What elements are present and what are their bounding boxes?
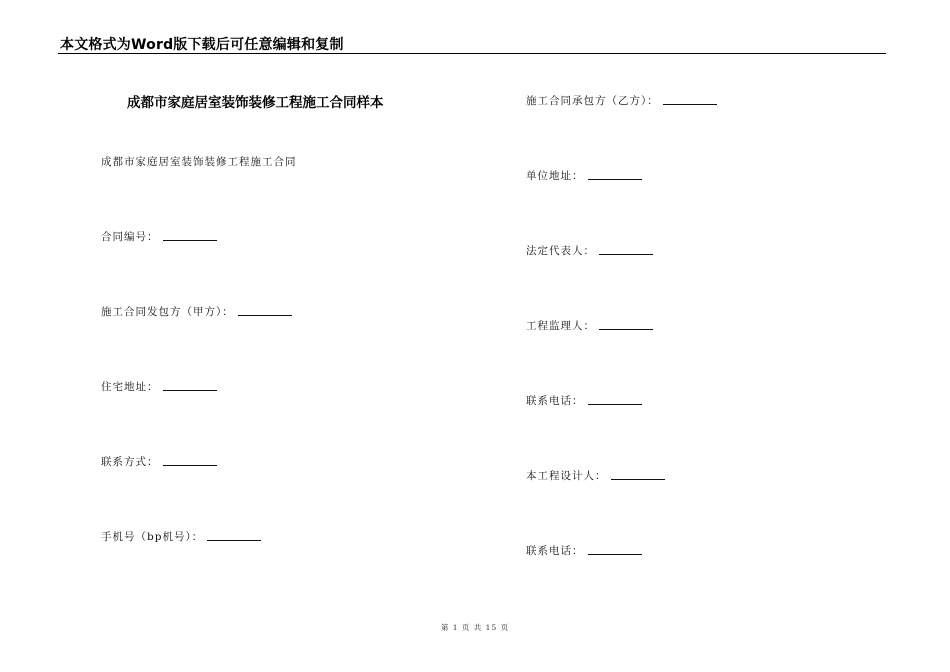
blank-line [611,478,665,480]
field-label: 施工合同承包方（乙方）： [526,95,659,107]
contact-phone-field [526,393,642,408]
blank-line [663,103,717,105]
blank-line [599,328,653,330]
blank-line [207,539,261,541]
blank-line [163,389,217,391]
residence-address-field [101,379,217,394]
designer-field [526,468,665,483]
page-number: 第 1 页 共 15 页 [440,623,510,632]
field-label: 法定代表人： [526,245,595,257]
blank-line [238,314,292,316]
blank-line [163,239,217,241]
field-label: 手机号（bp机号）： [101,531,204,543]
party-b-field [526,93,717,108]
field-label: 住宅地址： [101,381,159,393]
field-label: 联系方式： [101,456,159,468]
header-divider [58,53,886,54]
company-address-field [526,168,642,183]
field-label: 工程监理人： [526,320,595,332]
contact-method-field [101,454,217,469]
designer-phone-field [526,543,642,558]
supervisor-field [526,318,653,333]
party-a-field [101,304,292,319]
legal-representative-field [526,243,653,258]
field-label: 联系电话： [526,545,584,557]
field-label: 本工程设计人： [526,470,607,482]
field-label: 成都市家庭居室装饰装修工程施工合同 [101,156,297,168]
mobile-number-field [101,529,261,544]
blank-line [588,178,642,180]
field-label: 合同编号： [101,231,159,243]
document-title: 成都市家庭居室装饰装修工程施工合同样本 [127,95,384,111]
blank-line [163,464,217,466]
contract-name-line [101,154,297,169]
blank-line [588,553,642,555]
field-label: 单位地址： [526,170,584,182]
header-text: 本文格式为Word版下载后可任意编辑和复制 [60,37,344,53]
blank-line [599,253,653,255]
blank-line [588,403,642,405]
field-label: 联系电话： [526,395,584,407]
contract-number-field [101,229,217,244]
field-label: 施工合同发包方（甲方）： [101,306,234,318]
